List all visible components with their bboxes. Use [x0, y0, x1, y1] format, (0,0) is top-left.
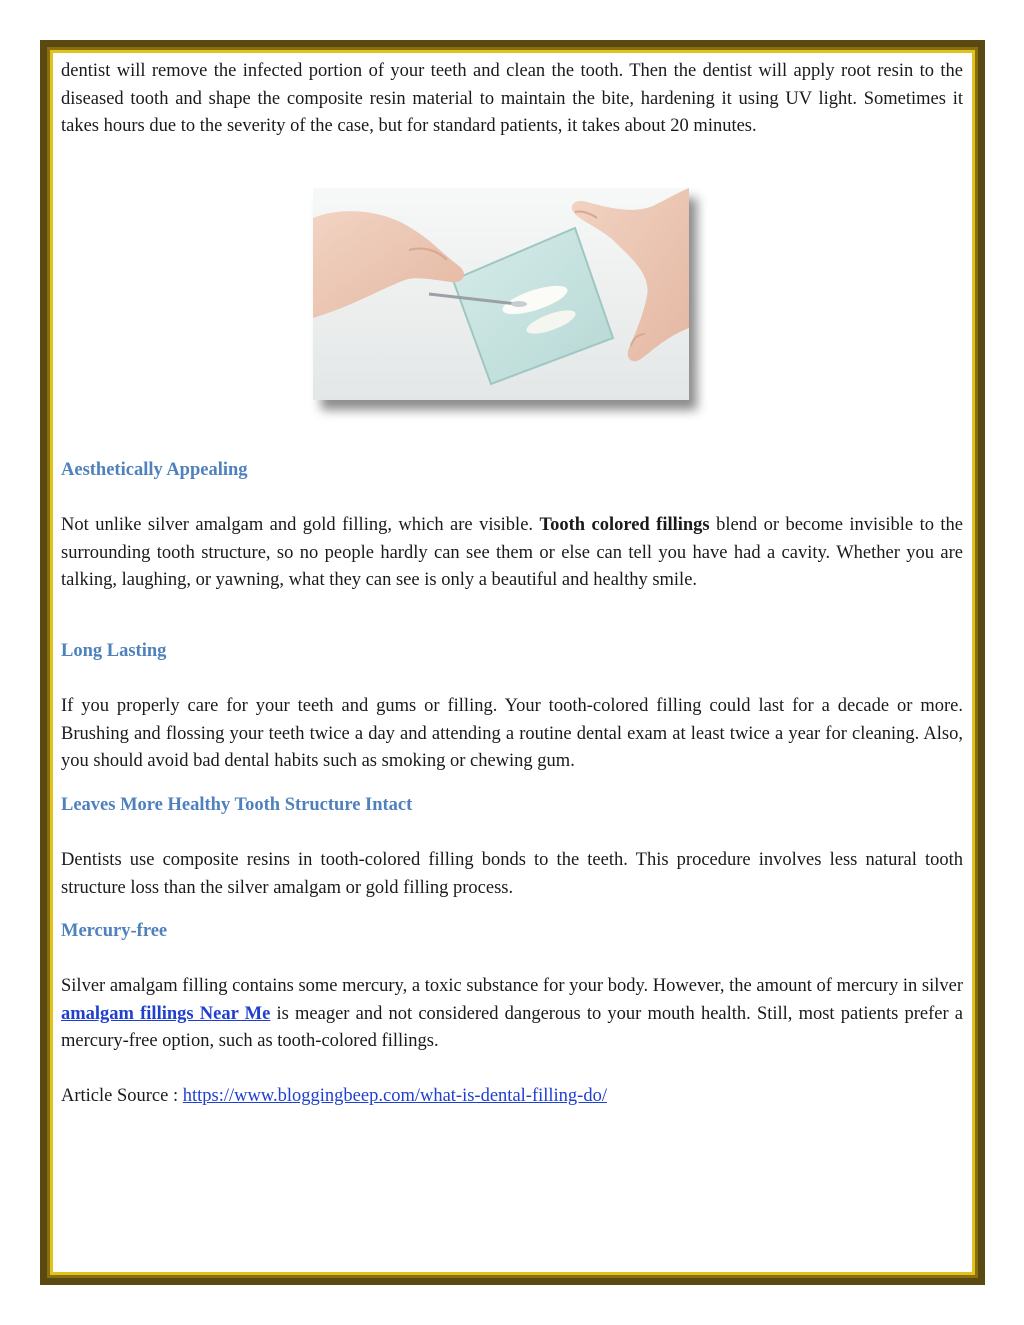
- text-before-link: Silver amalgam filling contains some mercury, a toxic substance for your body. However, the amount of mercury in silver: [61, 976, 963, 996]
- hands-glass-slide-illustration: [313, 188, 689, 400]
- bold-tooth-colored-fillings: Tooth colored fillings: [539, 515, 710, 535]
- article-source: [61, 1083, 963, 1111]
- amalgam-fillings-link[interactable]: amalgam fillings Near Me: [61, 1003, 271, 1024]
- paragraph-long-lasting: If you properly care for your teeth and gums or filling. Your tooth-colored filling could last for a decade or more. Brushing and flossing your teeth twice a day and attending a routine dental exam at least twice a year for cleaning. Also, you should avoid bad dental habits such as smoking or chewing gum.: [61, 696, 963, 771]
- heading-leaves-more-tooth-structure: Leaves More Healthy Tooth Structure Intact: [61, 795, 413, 815]
- paragraph-aesthetically-appealing: [61, 512, 963, 595]
- heading-mercury-free: Mercury-free: [61, 921, 168, 941]
- dental-composite-photo: [313, 188, 689, 400]
- text-after-link: is meager and not considered dangerous to your mouth health. Still, most patients prefer a mercury-free option, such as tooth-colored fillings.: [61, 1003, 964, 1051]
- heading-aesthetically-appealing: Aesthetically Appealing: [61, 460, 248, 480]
- heading-long-lasting: Long Lasting: [61, 641, 167, 661]
- article-source-link[interactable]: https://www.bloggingbeep.com/what-is-dental-filling-do/: [182, 1086, 607, 1106]
- intro-section: [61, 58, 963, 141]
- paragraph-leaves-more-tooth-structure: Dentists use composite resins in tooth-colored filling bonds to the teeth. This procedure involves less natural tooth structure loss than the silver amalgam or gold filling process.: [61, 850, 963, 898]
- text-before-bold: Not unlike silver amalgam and gold filling, which are visible.: [61, 515, 540, 535]
- paragraph-mercury-free: [61, 973, 963, 1056]
- intro-paragraph: dentist will remove the infected portion of your teeth and clean the tooth. Then the dentist will apply root resin to the diseased tooth and shape the composite resin material to maintain the bite, hardening it using UV light. Sometimes it takes hours due to the severity of the case, but for standard patients, it takes about 20 minutes.: [61, 61, 963, 136]
- article-source-label: Article Source :: [61, 1086, 183, 1106]
- text-after-bold: blend or become invisible to the surrounding tooth structure, so no people hardly can see them or else can tell you have had a cavity. Whether you are talking, laughing, or yawning, what they can see is only a beautiful and healthy smile.: [61, 515, 963, 590]
